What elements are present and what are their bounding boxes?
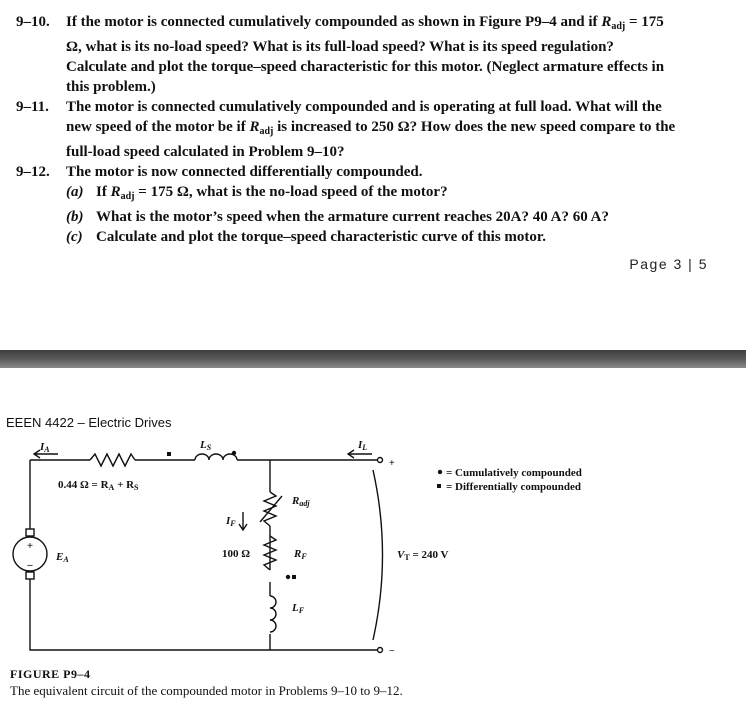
svg-text:IL: IL bbox=[358, 439, 368, 452]
cumulative-marker bbox=[232, 451, 236, 455]
terminal-positive bbox=[378, 458, 383, 463]
figure-caption-title: FIGURE P9–4 bbox=[10, 667, 91, 681]
if-arrow bbox=[239, 512, 247, 530]
motor-minus: − bbox=[26, 560, 34, 572]
problem-number: 9–10. bbox=[16, 14, 50, 30]
field-square bbox=[292, 575, 296, 579]
legend-square-icon bbox=[437, 484, 441, 488]
armature-resistor bbox=[90, 454, 135, 466]
page-break-bar bbox=[0, 350, 746, 368]
resistance-label: 0.44 Ω = RA + RS bbox=[58, 479, 139, 492]
svg-text:LF: LF bbox=[292, 602, 305, 615]
field-inductor bbox=[270, 596, 276, 632]
subpart-a: (a) If $R_{adj} = 175$ Ω, what is the no-load speed of the motor? bbox=[66, 184, 448, 202]
subpart-label: (b) bbox=[66, 209, 84, 225]
svg-text:RF: RF bbox=[294, 548, 307, 561]
course-header: EEEN 4422 – Electric Drives bbox=[6, 415, 172, 430]
subpart-label: (c) bbox=[66, 229, 83, 245]
ea-label: E bbox=[56, 551, 64, 563]
series-inductor bbox=[195, 454, 237, 460]
voltage-bracket bbox=[373, 470, 383, 640]
legend-differential: = Differentially compounded bbox=[446, 481, 582, 493]
ls-label: L bbox=[200, 439, 207, 451]
subpart-b: (b) What is the motor’s speed when the armature current reaches 20A? 40 A? 60 A? bbox=[66, 209, 609, 225]
rf-value-label: 100 Ω bbox=[222, 548, 251, 560]
figure-caption-text: The equivalent circuit of the compounded motor in Problems 9–10 to 9–12. bbox=[10, 683, 403, 698]
problem-9-11 bbox=[0, 97, 746, 162]
motor-plus: + bbox=[26, 540, 34, 552]
vt-minus: − bbox=[389, 646, 395, 657]
radj-label: R bbox=[292, 495, 300, 507]
legend-cumulative: = Cumulatively compounded bbox=[446, 467, 582, 479]
il-label: I bbox=[358, 439, 363, 451]
field-dot bbox=[286, 575, 290, 579]
legend-dot-icon bbox=[438, 470, 442, 474]
il-arrow bbox=[348, 450, 372, 458]
problem-number: 9–11. bbox=[16, 99, 49, 115]
rf-label: R bbox=[294, 548, 302, 560]
vt-label: VT = 240 V bbox=[397, 549, 449, 562]
vt-plus: + bbox=[389, 458, 395, 469]
ia-label: I bbox=[40, 441, 45, 453]
problem-text: The motor is connected cumulatively compounded and is operating at full load. What will the new speed of the motor be if $R_{adj}$ is increased to 250 Ω? How does the new speed compare to the full-load speed calculated in Problem 9–10? bbox=[66, 99, 676, 160]
lf-label: L bbox=[292, 602, 299, 614]
problem-9-12 bbox=[0, 162, 746, 182]
subpart-label: (a) bbox=[66, 184, 84, 200]
svg-text:IA: IA bbox=[40, 441, 50, 454]
problem-9-10 bbox=[0, 12, 746, 97]
svg-text:IF: IF bbox=[226, 515, 236, 528]
svg-text:LS: LS bbox=[200, 439, 212, 452]
problem-text: The motor is now connected differentially compounded. bbox=[66, 164, 423, 180]
svg-text:EA: EA bbox=[56, 551, 69, 564]
terminal-negative bbox=[378, 648, 383, 653]
if-label: I bbox=[226, 515, 231, 527]
page-number: Page 3 | 5 bbox=[629, 256, 708, 272]
subpart-c: (c) Calculate and plot the torque–speed characteristic curve of this motor. bbox=[66, 229, 546, 245]
differential-marker bbox=[167, 452, 171, 456]
circuit-diagram bbox=[0, 430, 746, 666]
problem-number: 9–12. bbox=[16, 164, 50, 180]
problem-list bbox=[0, 12, 746, 247]
svg-text:Radj: Radj bbox=[292, 495, 310, 508]
problem-text: If the motor is connected cumulatively compounded as shown in Figure P9–4 and if $R_{adj} = 175$ Ω, what is its no-load speed? What is its full-load speed? What is its speed regulation? Calculate and plot the torque–speed characteristic for this motor. (Neglect armature effects in this problem.) bbox=[66, 14, 665, 95]
radj-resistor bbox=[264, 492, 276, 526]
